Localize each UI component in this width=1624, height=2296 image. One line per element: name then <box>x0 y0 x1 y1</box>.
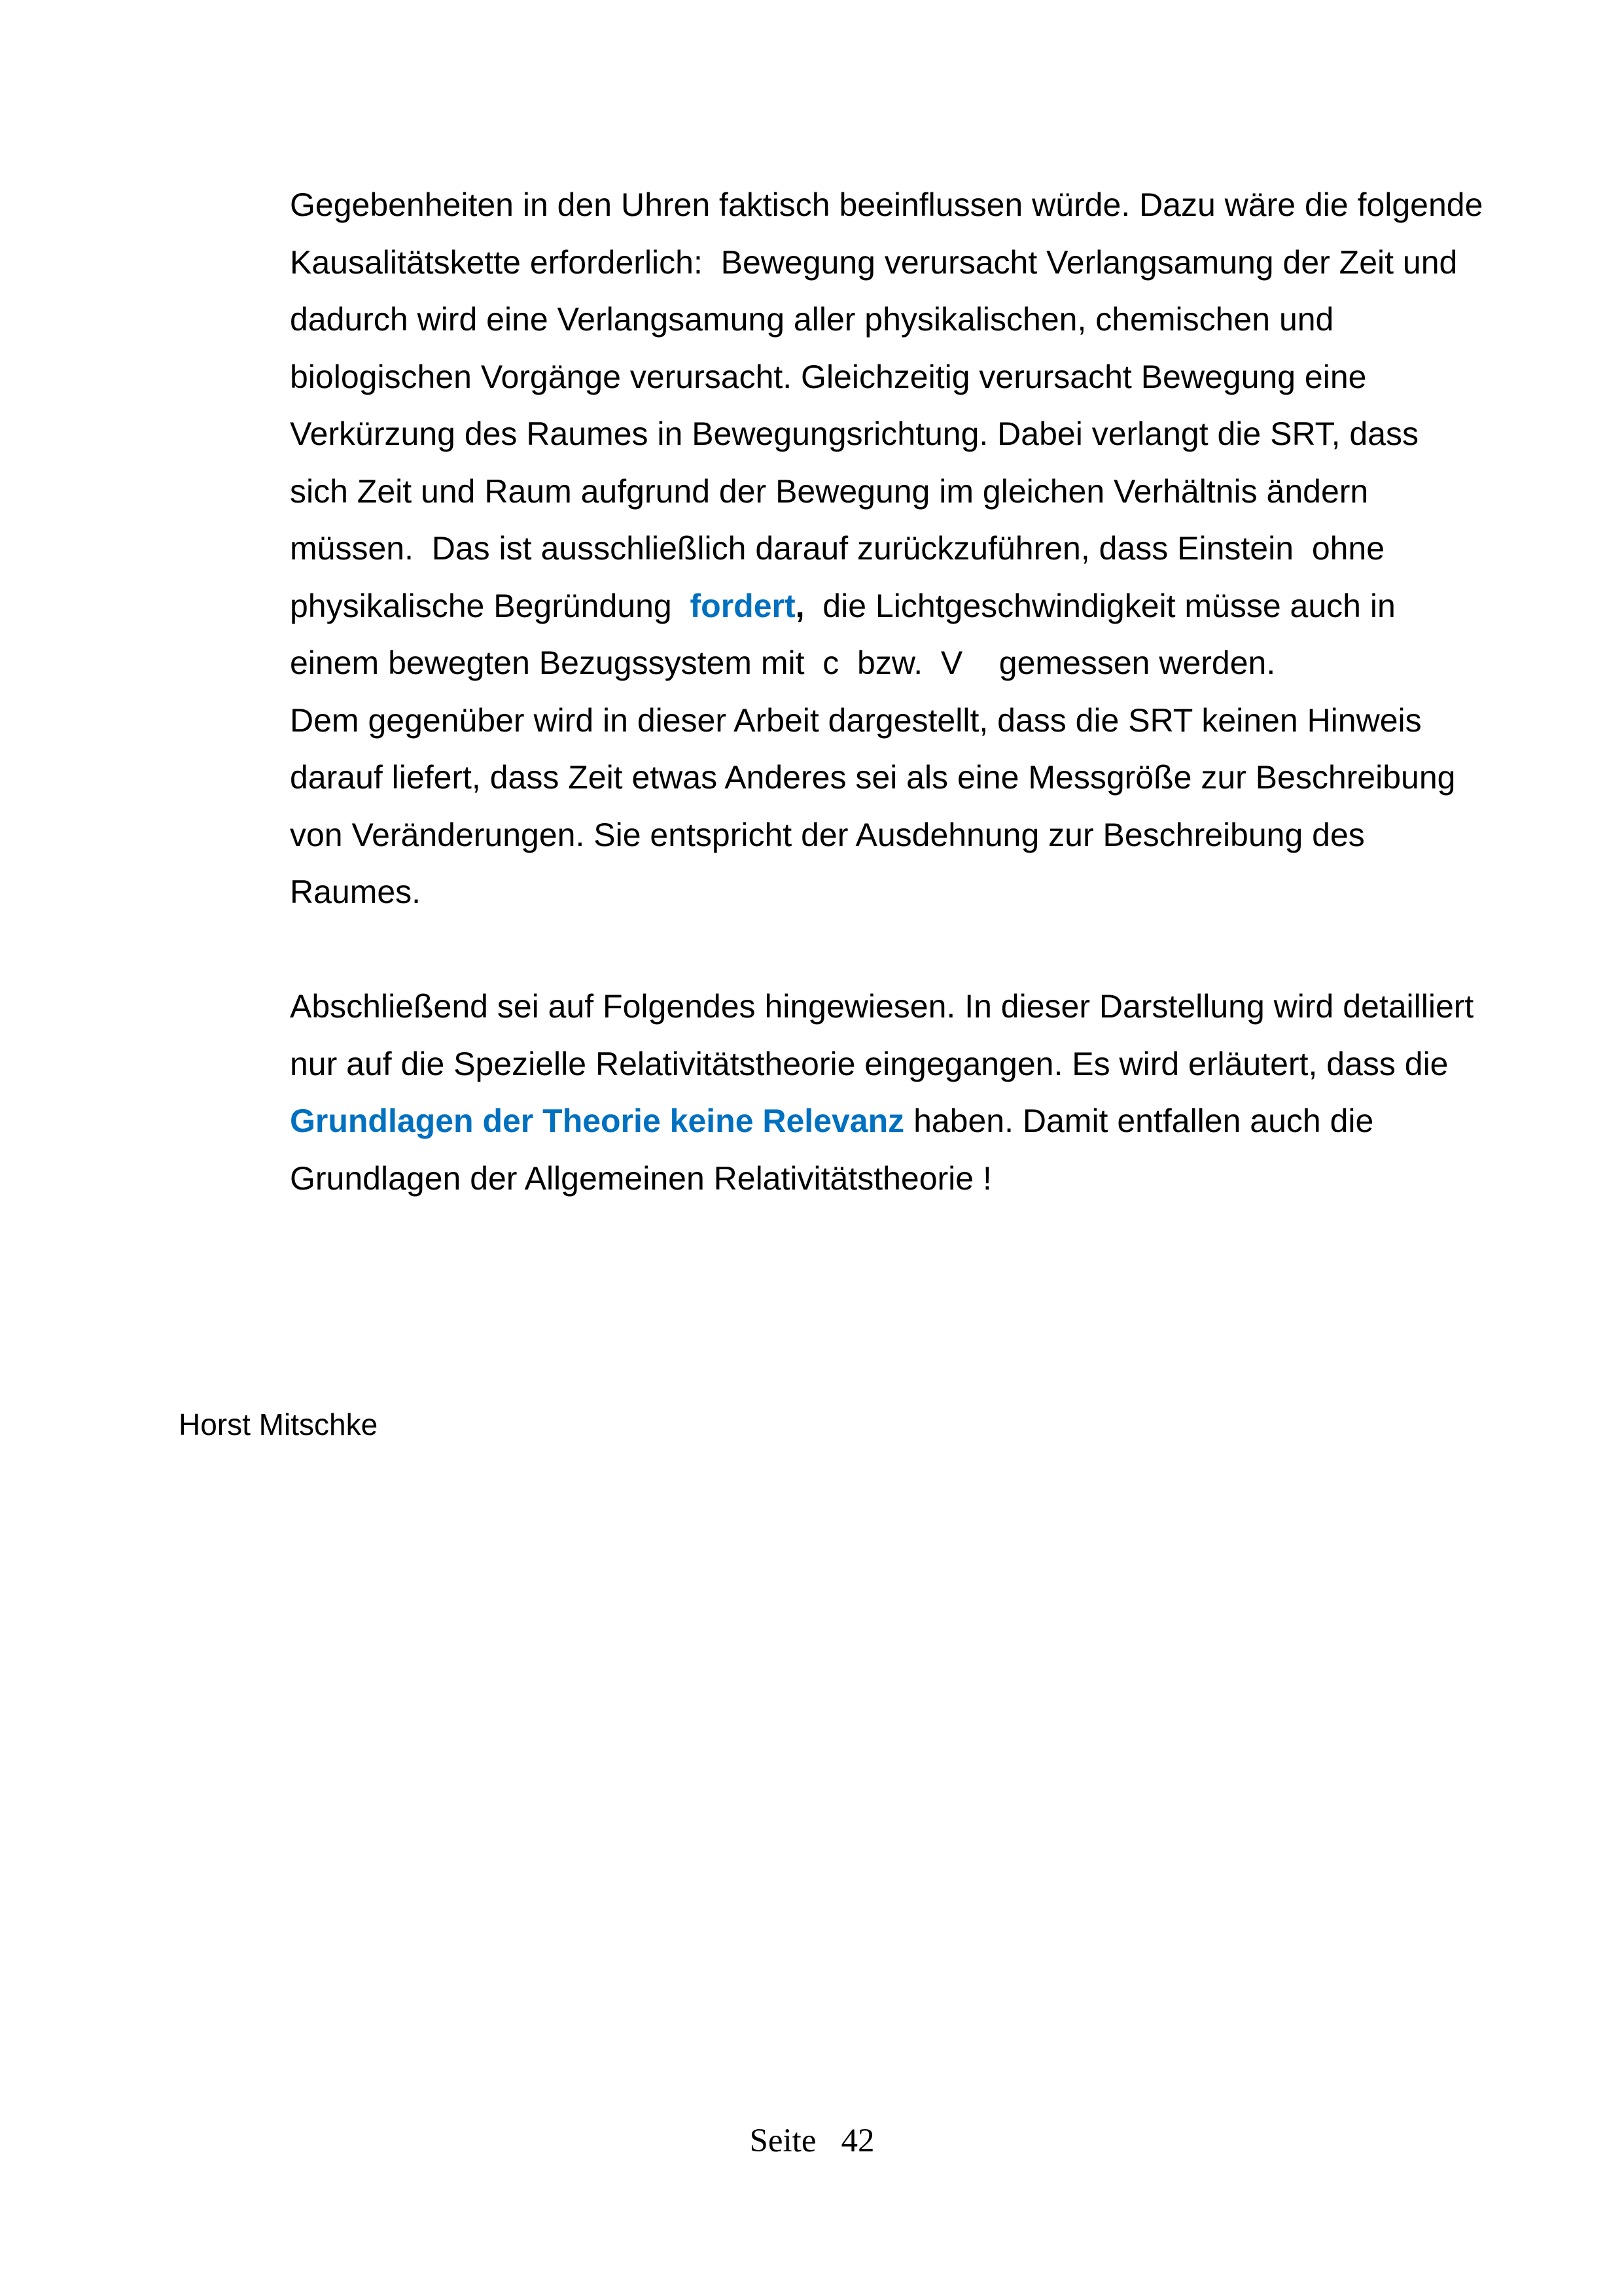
text-line <box>290 978 1483 1036</box>
highlighted-phrase: fordert <box>690 587 796 624</box>
paragraph-3 <box>290 978 1483 1207</box>
text-line <box>290 291 1483 349</box>
body-text-block <box>290 177 1483 1207</box>
page-footer <box>0 2122 1624 2160</box>
text-line <box>290 578 1483 635</box>
paragraph-2 <box>290 692 1483 921</box>
text-segment: Verkürzung des Raumes in Bewegungsrichtung. Dabei verlangt die SRT, dass <box>290 415 1419 452</box>
text-segment: Gegebenheiten in den Uhren faktisch beeinflussen würde. Dazu wäre die folgende <box>290 186 1483 223</box>
text-line <box>290 349 1483 406</box>
text-segment: Raumes. <box>290 874 421 910</box>
text-line <box>290 635 1483 692</box>
text-segment: von Veränderungen. Sie entspricht der Ausdehnung zur Beschreibung des <box>290 816 1365 853</box>
paragraph-1 <box>290 177 1483 692</box>
text-segment: darauf liefert, dass Zeit etwas Anderes sei als eine Messgröße zur Beschreibung <box>290 759 1456 796</box>
text-segment: Kausalitätskette erforderlich: Bewegung verursacht Verlangsamung der Zeit und <box>290 243 1458 281</box>
text-segment: nur auf die Spezielle Relativitätstheorie eingegangen. Es wird erläutert, dass die <box>290 1045 1449 1082</box>
text-line <box>290 749 1483 807</box>
text-segment: Abschließend sei auf Folgendes hingewiesen. In dieser Darstellung wird detailliert <box>290 988 1474 1025</box>
text-line <box>290 406 1483 463</box>
text-line <box>290 1036 1483 1093</box>
text-line <box>290 864 1483 921</box>
text-segment: dadurch wird eine Verlangsamung aller physikalischen, chemischen und <box>290 301 1334 338</box>
text-line <box>290 1093 1483 1150</box>
text-segment: haben. Damit entfallen auch die <box>904 1103 1374 1139</box>
text-segment: biologischen Vorgänge verursacht. Gleichzeitig verursacht Bewegung eine <box>290 358 1367 395</box>
text-segment: Grundlagen der Allgemeinen Relativitätstheorie ! <box>290 1159 992 1197</box>
text-segment: sich Zeit und Raum aufgrund der Bewegung im gleichen Verhältnis ändern <box>290 472 1369 510</box>
text-line <box>290 463 1483 521</box>
footer-page-number: 42 <box>841 2123 875 2159</box>
text-segment: physikalische Begründung <box>290 587 690 624</box>
text-line <box>290 1150 1483 1208</box>
text-line <box>290 807 1483 864</box>
bold-text: , <box>795 587 805 624</box>
footer-label: Seite <box>749 2123 817 2159</box>
highlighted-phrase: Grundlagen der Theorie keine Relevanz <box>290 1103 905 1139</box>
text-segment: müssen. Das ist ausschließlich darauf zurückzuführen, dass Einstein ohne <box>290 530 1385 567</box>
text-segment: Dem gegenüber wird in dieser Arbeit dargestellt, dass die SRT keinen Hinweis <box>290 701 1422 739</box>
text-line <box>290 234 1483 292</box>
text-line <box>290 520 1483 578</box>
signature: Horst Mitschke <box>179 1407 378 1441</box>
text-line <box>290 177 1483 234</box>
text-segment: die Lichtgeschwindigkeit müsse auch in <box>804 587 1396 624</box>
text-segment: einem bewegten Bezugssystem mit c bzw. V gemessen werden. <box>290 645 1276 681</box>
text-line <box>290 692 1483 750</box>
